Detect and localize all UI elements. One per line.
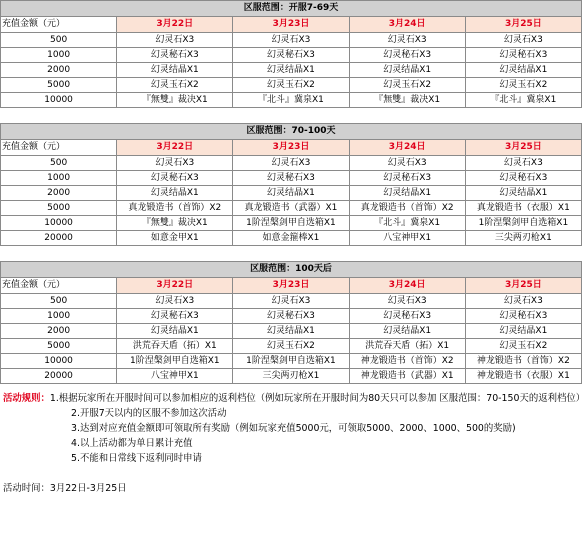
table-row <box>1 48 582 63</box>
date-header: 3月24日 <box>349 278 465 294</box>
section-spacer <box>1 108 582 124</box>
reward-cell: 幻灵秘石X3 <box>465 48 581 63</box>
table-row <box>1 369 582 384</box>
reward-cell: 『無雙』裁决X1 <box>349 93 465 108</box>
date-header: 3月23日 <box>233 17 349 33</box>
section-title: 区服范围：100天后 <box>1 262 582 278</box>
reward-cell: 如意金箍棒X1 <box>233 231 349 246</box>
rules-first-line <box>3 391 586 406</box>
amount-cell: 5000 <box>1 339 117 354</box>
reward-cell: 1阶涅槃剑甲自选箱X1 <box>465 216 581 231</box>
table-row <box>1 231 582 246</box>
section-title-row <box>1 262 582 278</box>
reward-cell: 『北斗』冀泉X1 <box>349 216 465 231</box>
amount-cell: 5000 <box>1 201 117 216</box>
reward-cell: 幻灵秘石X3 <box>233 48 349 63</box>
reward-cell: 幻灵石X3 <box>233 33 349 48</box>
reward-cell: 幻灵玉石X2 <box>465 78 581 93</box>
reward-cell: 『無雙』裁决X1 <box>117 216 233 231</box>
rule-item-5: 5.不能和日常线下返利同时申请 <box>71 453 202 464</box>
reward-cell: 『北斗』冀泉X1 <box>233 93 349 108</box>
reward-cell: 幻灵结晶X1 <box>465 186 581 201</box>
reward-cell: 幻灵秘石X3 <box>349 48 465 63</box>
reward-cell: 幻灵结晶X1 <box>117 63 233 78</box>
rules-label: 活动规则： <box>3 393 50 404</box>
reward-cell: 洪荒吞天盾（拓）X1 <box>117 339 233 354</box>
date-header: 3月25日 <box>465 17 581 33</box>
amount-column-header: 充值金额（元） <box>1 140 117 156</box>
reward-cell: 幻灵石X3 <box>233 156 349 171</box>
table-row <box>1 339 582 354</box>
reward-cell: 幻灵玉石X2 <box>233 78 349 93</box>
reward-cell: 幻灵结晶X1 <box>465 324 581 339</box>
reward-cell: 幻灵结晶X1 <box>233 63 349 78</box>
reward-cell: 1阶涅槃剑甲自选箱X1 <box>233 216 349 231</box>
amount-cell: 500 <box>1 156 117 171</box>
reward-cell: 三尖两刃枪X1 <box>465 231 581 246</box>
reward-cell: 幻灵秘石X3 <box>465 171 581 186</box>
reward-cell: 幻灵秘石X3 <box>349 171 465 186</box>
amount-cell: 2000 <box>1 63 117 78</box>
reward-cell: 幻灵石X3 <box>349 294 465 309</box>
table-row <box>1 171 582 186</box>
reward-cell: 幻灵石X3 <box>465 33 581 48</box>
section-title-row <box>1 124 582 140</box>
reward-cell: 神龙锻造书（衣服）X1 <box>465 369 581 384</box>
reward-cell: 幻灵秘石X3 <box>349 309 465 324</box>
date-header: 3月25日 <box>465 278 581 294</box>
amount-cell: 1000 <box>1 309 117 324</box>
reward-cell: 幻灵结晶X1 <box>349 324 465 339</box>
reward-cell: 幻灵秘石X3 <box>465 309 581 324</box>
table-row <box>1 201 582 216</box>
reward-cell: 幻灵秘石X3 <box>117 309 233 324</box>
reward-cell: 幻灵结晶X1 <box>349 63 465 78</box>
date-header: 3月25日 <box>465 140 581 156</box>
date-header: 3月24日 <box>349 140 465 156</box>
rule-item-4: 4.以上活动都为单日累计充值 <box>71 438 193 449</box>
reward-cell: 幻灵石X3 <box>117 294 233 309</box>
reward-cell: 幻灵结晶X1 <box>233 186 349 201</box>
reward-cell: 真龙锻造书（衣服）X1 <box>465 201 581 216</box>
reward-cell: 幻灵结晶X1 <box>117 186 233 201</box>
reward-cell: 『無雙』裁决X1 <box>117 93 233 108</box>
reward-cell: 幻灵结晶X1 <box>349 186 465 201</box>
reward-cell: 三尖两刃枪X1 <box>233 369 349 384</box>
reward-cell: 幻灵秘石X3 <box>117 171 233 186</box>
date-header: 3月22日 <box>117 17 233 33</box>
reward-cell: 1阶涅槃剑甲自选箱X1 <box>117 354 233 369</box>
section-title: 区服范围：70-100天 <box>1 124 582 140</box>
reward-cell: 真龙锻造书（首饰）X2 <box>117 201 233 216</box>
reward-cell: 神龙锻造书（武器）X1 <box>349 369 465 384</box>
amount-cell: 500 <box>1 33 117 48</box>
reward-cell: 八宝神甲X1 <box>349 231 465 246</box>
table-row <box>1 309 582 324</box>
amount-cell: 10000 <box>1 354 117 369</box>
amount-cell: 10000 <box>1 93 117 108</box>
reward-cell: 幻灵结晶X1 <box>465 63 581 78</box>
rule-item-3: 3.达到对应充值金额即可领取所有奖励（例如玩家充值5000元，可领取5000、2000、1000、500的奖励) <box>71 423 516 434</box>
date-header-row <box>1 278 582 294</box>
table-row <box>1 156 582 171</box>
reward-cell: 幻灵玉石X2 <box>349 78 465 93</box>
table-row <box>1 216 582 231</box>
reward-cell: 真龙锻造书（武器）X1 <box>233 201 349 216</box>
reward-cell: 幻灵玉石X2 <box>117 78 233 93</box>
date-header: 3月22日 <box>117 278 233 294</box>
date-header: 3月22日 <box>117 140 233 156</box>
reward-cell: 幻灵结晶X1 <box>233 324 349 339</box>
reward-cell: 如意金甲X1 <box>117 231 233 246</box>
spacer-cell <box>1 246 582 262</box>
reward-cell: 幻灵石X3 <box>117 33 233 48</box>
date-header-row <box>1 140 582 156</box>
reward-cell: 幻灵结晶X1 <box>117 324 233 339</box>
amount-cell: 5000 <box>1 78 117 93</box>
reward-cell: 洪荒吞天盾（拓）X1 <box>349 339 465 354</box>
table-row <box>1 33 582 48</box>
table-row <box>1 294 582 309</box>
amount-cell: 2000 <box>1 186 117 201</box>
table-row <box>1 354 582 369</box>
activity-rules <box>3 391 586 496</box>
reward-cell: 幻灵秘石X3 <box>117 48 233 63</box>
amount-cell: 10000 <box>1 216 117 231</box>
section-title: 区服范围：开服7-69天 <box>1 1 582 17</box>
table-row <box>1 93 582 108</box>
reward-cell: 神龙锻造书（首饰）X2 <box>349 354 465 369</box>
rule-item-2: 2.开服7天以内的区服不参加这次活动 <box>71 408 227 419</box>
date-header: 3月23日 <box>233 278 349 294</box>
reward-cell: 幻灵石X3 <box>465 294 581 309</box>
amount-cell: 500 <box>1 294 117 309</box>
table-row <box>1 63 582 78</box>
date-header: 3月24日 <box>349 17 465 33</box>
reward-cell: 幻灵玉石X2 <box>465 339 581 354</box>
table-row <box>1 186 582 201</box>
spacer-cell <box>1 108 582 124</box>
reward-cell: 幻灵玉石X2 <box>233 339 349 354</box>
reward-cell: 幻灵石X3 <box>349 156 465 171</box>
reward-cell: 1阶涅槃剑甲自选箱X1 <box>233 354 349 369</box>
reward-cell: 幻灵石X3 <box>349 33 465 48</box>
table-row <box>1 324 582 339</box>
amount-cell: 2000 <box>1 324 117 339</box>
reward-cell: 神龙锻造书（首饰）X2 <box>465 354 581 369</box>
date-header-row <box>1 17 582 33</box>
reward-cell: 『北斗』冀泉X1 <box>465 93 581 108</box>
amount-column-header: 充值金额（元） <box>1 278 117 294</box>
rule-item-1: 1.根据玩家所在开服时间可以参加相应的返利档位（例如玩家所在开服时间为80天只可以参加 区服范围：70-150天的返利档位） <box>49 393 586 404</box>
reward-cell: 八宝神甲X1 <box>117 369 233 384</box>
section-spacer <box>1 246 582 262</box>
amount-cell: 20000 <box>1 369 117 384</box>
section-title-row <box>1 1 582 17</box>
date-header: 3月23日 <box>233 140 349 156</box>
table-row <box>1 78 582 93</box>
activity-time: 活动时间：3月22日-3月25日 <box>3 483 127 494</box>
amount-cell: 20000 <box>1 231 117 246</box>
reward-cell: 幻灵石X3 <box>233 294 349 309</box>
reward-cell: 真龙锻造书（首饰）X2 <box>349 201 465 216</box>
amount-cell: 1000 <box>1 48 117 63</box>
reward-cell: 幻灵秘石X3 <box>233 309 349 324</box>
reward-cell: 幻灵石X3 <box>117 156 233 171</box>
reward-cell: 幻灵秘石X3 <box>233 171 349 186</box>
reward-table-body <box>1 1 582 384</box>
amount-cell: 1000 <box>1 171 117 186</box>
reward-cell: 幻灵石X3 <box>465 156 581 171</box>
amount-column-header: 充值金额（元） <box>1 17 117 33</box>
